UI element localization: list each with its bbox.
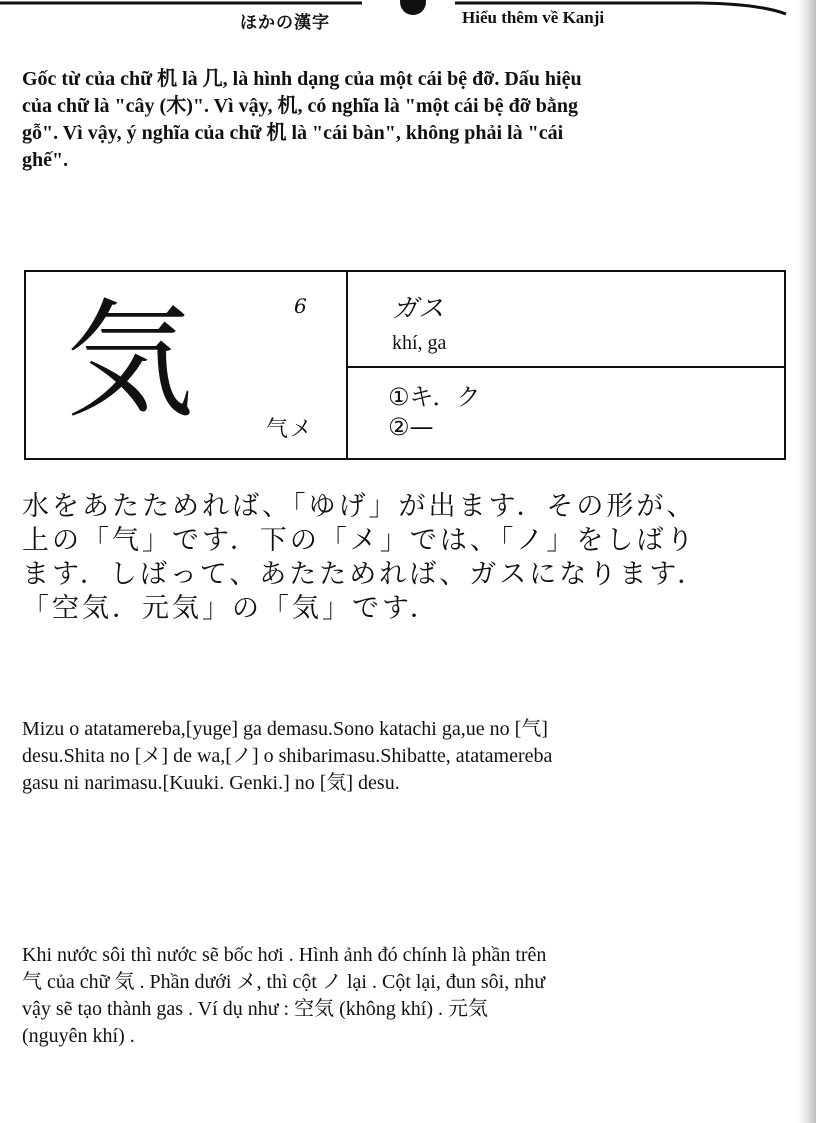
vietnamese-line: vậy sẽ tạo thành gas . Ví dụ như : 空気 (không khí) . 元気 (22, 998, 488, 1020)
vietnamese-paragraph (22, 942, 546, 1050)
vietnamese-line: (nguyên khí) . (22, 1025, 135, 1047)
page-binding-edge (798, 0, 816, 1123)
kanji-card (24, 270, 786, 460)
vietnamese-line: 气 của chữ 気 . Phần dưới メ, thì cột ノ lại . Cột lại, đun sôi, như (22, 971, 546, 993)
intro-line: gỗ". Vì vậy, ý nghĩa của chữ 机 là "cái bàn", không phải là "cái (22, 122, 564, 144)
header-rule (0, 0, 790, 16)
stroke-count: 6 (294, 294, 307, 318)
reading-on: ①キ．ク (388, 383, 481, 411)
romaji-line: desu.Shita no [メ] de wa,[ノ] o shibarimasu.Shibatte, atatamereba (22, 745, 553, 767)
header-japanese-title: ほかの漢字 (240, 13, 330, 33)
japanese-line: 水をあたためれば、「ゆげ」が出ます．その形が、 (22, 491, 697, 522)
japanese-line: ます．しばって、あたためれば、ガスになります． (22, 559, 708, 590)
intro-line: của chữ là "cây (木)". Vì vậy, 机, có nghĩa là "một cái bệ đỡ bằng (22, 95, 579, 117)
main-kanji: 気 (66, 287, 195, 436)
japanese-line: 上の「气」です．下の「メ」では、「ノ」をしばり (22, 525, 697, 556)
kanji-readings-cell (348, 368, 784, 458)
intro-line: Gốc từ của chữ 机 là 几, là hình dạng của một cái bệ đỡ. Dấu hiệu (22, 68, 582, 90)
kanji-meaning-cell (348, 272, 784, 368)
intro-paragraph (22, 66, 582, 174)
japanese-explanation (22, 490, 707, 626)
romaji-line: Mizu o atatamereba,[yuge] ga demasu.Sono katachi ga,ue no [气] (22, 718, 548, 740)
vietnamese-line: Khi nước sôi thì nước sẽ bốc hơi . Hình ảnh đó chính là phần trên (22, 944, 547, 966)
meaning-japanese: ガス (392, 294, 445, 324)
romaji-paragraph (22, 716, 552, 797)
romaji-line: gasu ni narimasu.[Kuuki. Genki.] no [気] desu. (22, 772, 400, 794)
header-vietnamese-title: Hiểu thêm về Kanji (462, 8, 605, 27)
meaning-vietnamese: khí, ga (392, 332, 447, 354)
reading-kun: ②— (388, 413, 434, 441)
intro-line: ghế". (22, 149, 69, 171)
kanji-card-left-cell (26, 272, 348, 458)
japanese-line: 「空気．元気」の「気」です． (22, 593, 440, 624)
kanji-components: 气メ (266, 417, 315, 442)
